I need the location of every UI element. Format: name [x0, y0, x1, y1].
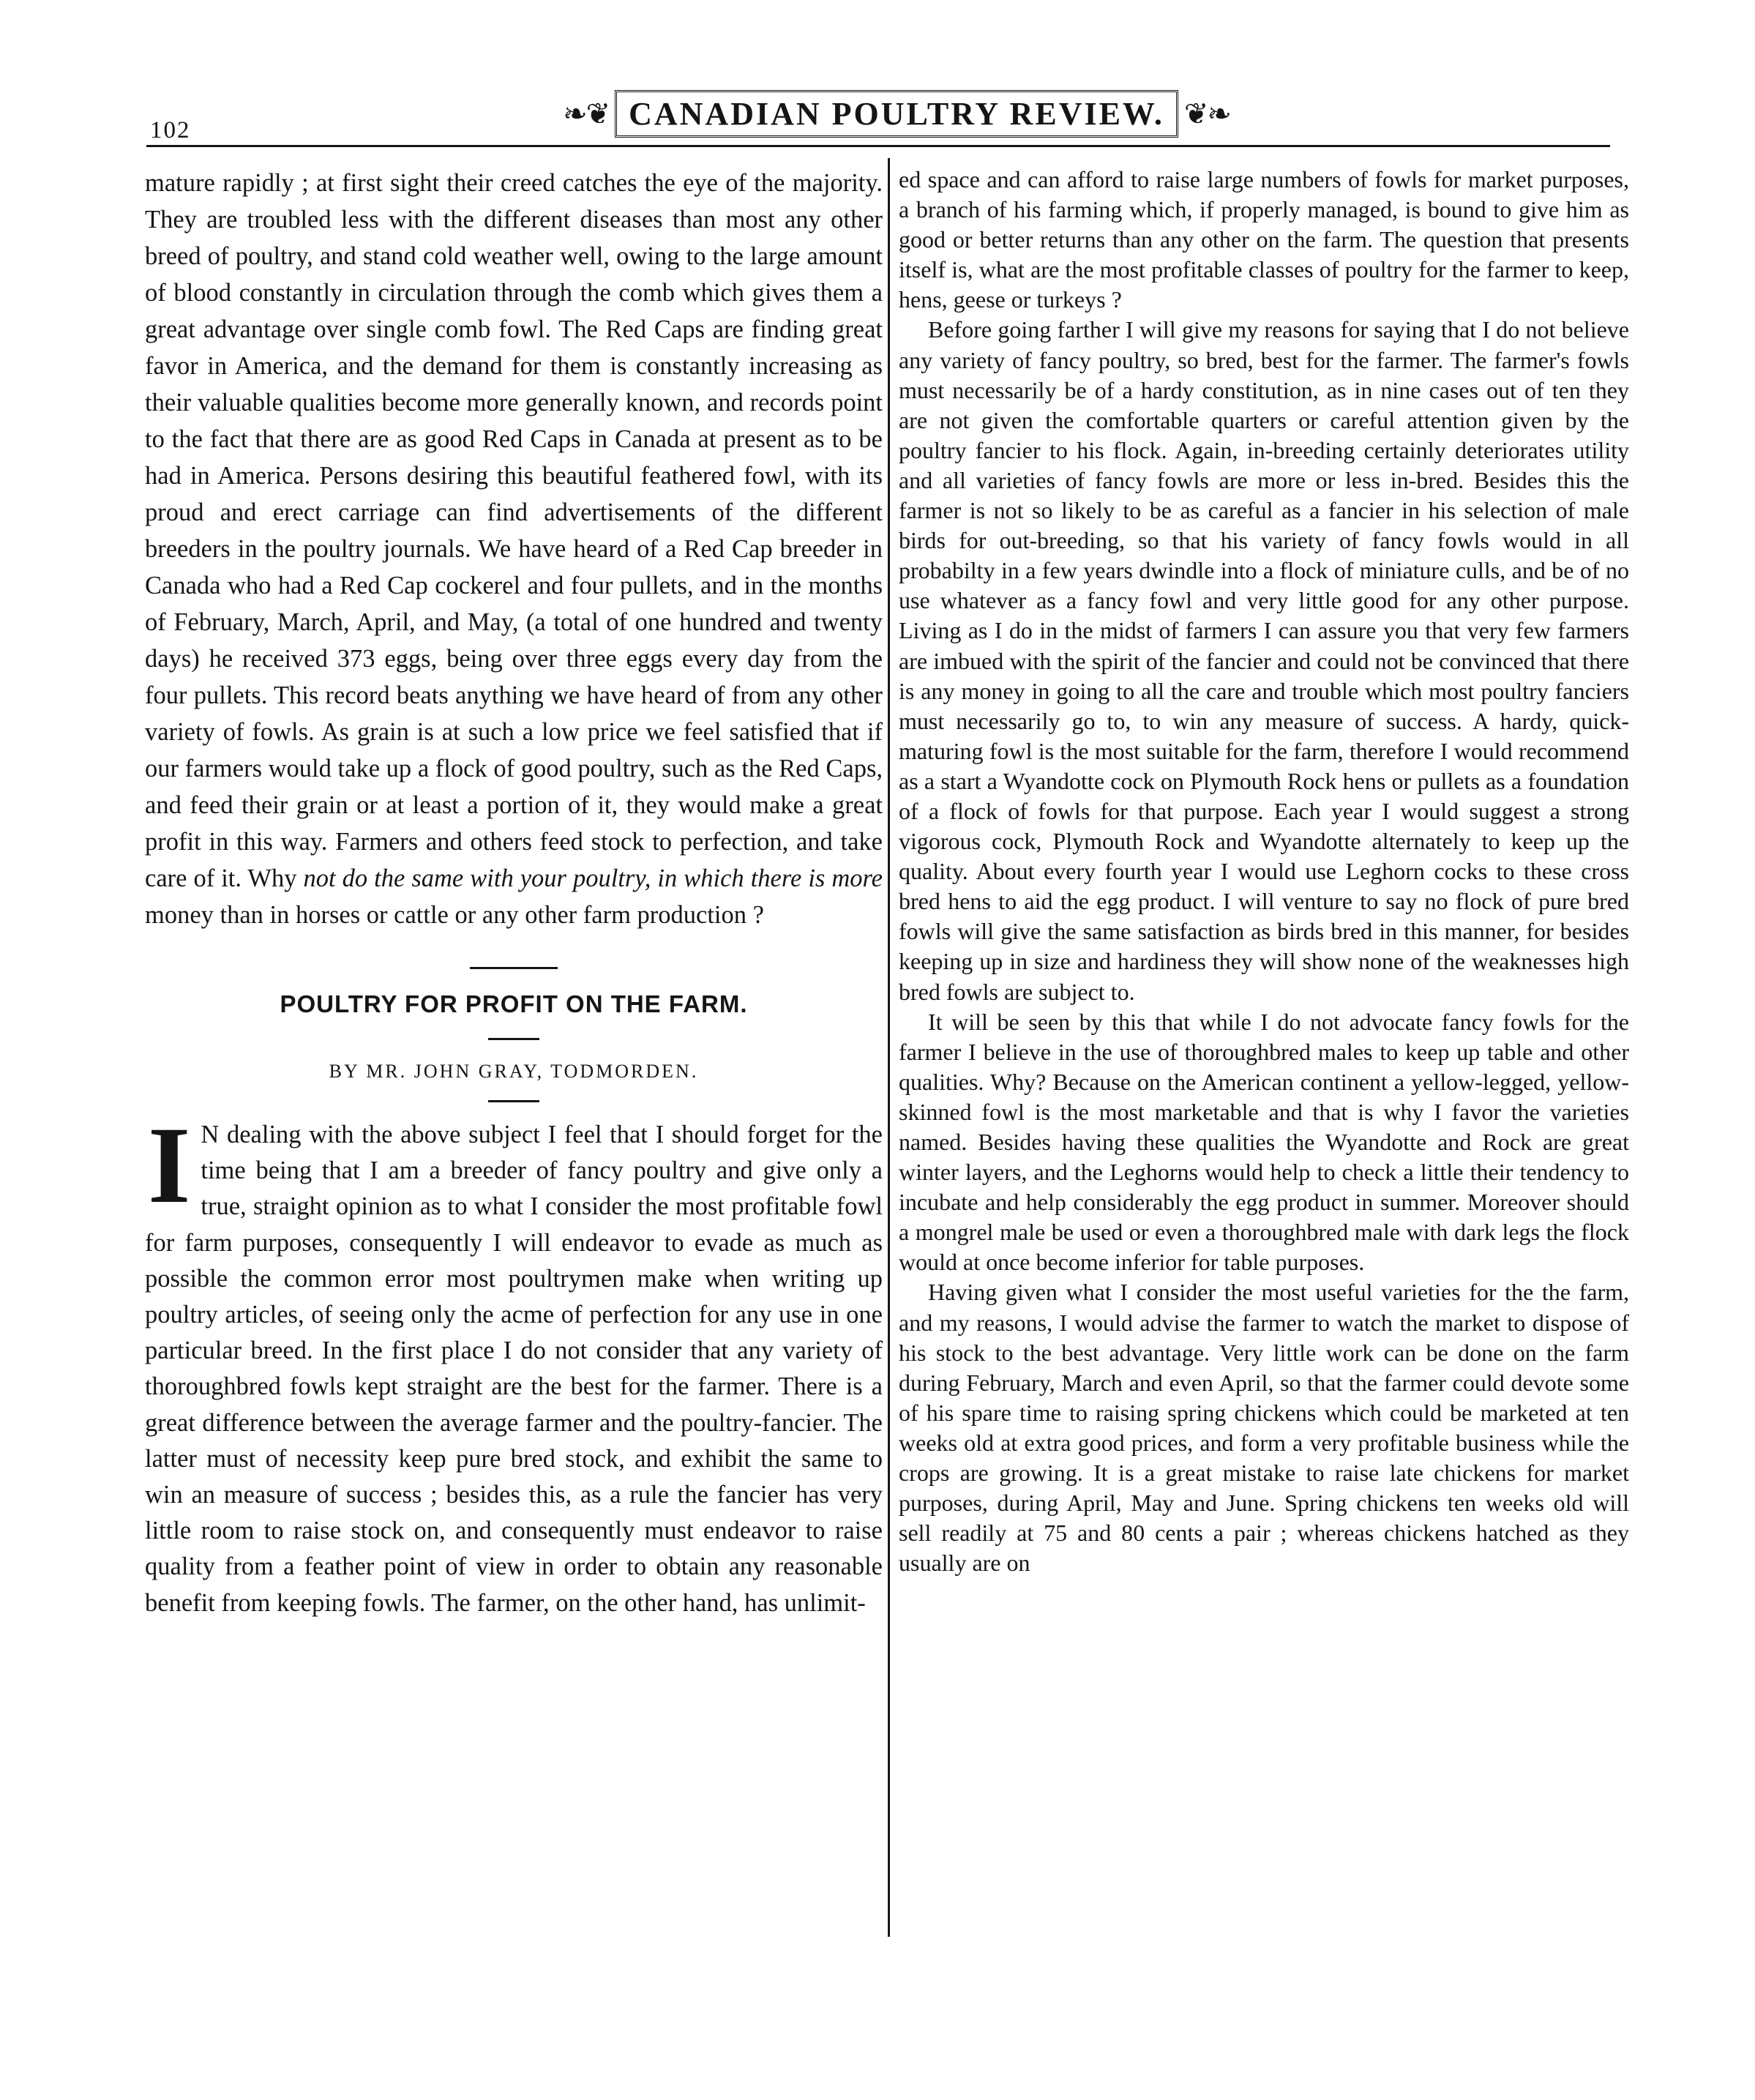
column-divider	[888, 158, 890, 1937]
intro-paragraph	[145, 165, 883, 933]
article-paragraph-1-text: N dealing with the above subject I feel that I should forget for the time being that I am a breeder of fancy poultry and give only a true, straight opinion as to what I consider the most profitable fowl for farm purposes, consequently I will endeavor to evade as much as possible the common error most poultrymen make when writing up poultry articles, of seeing only the acme of perfection for any use in one particular breed. In the first place I do not consider that any variety of thoroughbred fowls kept straight are the best for the farmer. There is a great difference between the average farmer and the poultry-fancier. The latter must of necessity keep pure bred stock, and exhibit the same to win an measure of success ; besides this, as a rule the fancier has very little room to raise stock on, and consequently must endeavor to raise quality from a feather point of view in order to obtain any reasonable benefit from keeping fowls. The farmer, on the other hand, has unlimit-	[145, 1121, 883, 1617]
article-paragraph-2: ed space and can afford to raise large numbers of fowls for market purposes, a branch of his farming which, if properly managed, is bound to give him as good or better returns than any other on the farm. The question that presents itself is, what are the most profitable classes of poultry for the farmer to keep, hens, geese or turkeys ?	[899, 166, 1629, 313]
masthead	[563, 79, 1230, 149]
intro-italic-text: not do the same with your poultry, in which there is more	[303, 864, 883, 892]
intro-text: mature rapidly ; at first sight their creed catches the eye of the majority. They are troubled less with the different diseases than most any other breed of poultry, and stand cold weather well, owing to the large amount of blood constantly in circulation through the comb which gives them a great advantage over single comb fowl. The Red Caps are finding great favor in America, and the demand for them is constantly increasing as their valuable qualities become more generally known, and records point to the fact that there are as good Red Caps in Canada at present as to be had in America. Persons desiring this beautiful feathered fowl, with its proud and erect carriage can find advertisements of the different breeders in the poultry journals. We have heard of a Red Cap breeder in Canada who had a Red Cap cockerel and four pullets, and in the months of February, March, April, and May, (a total of one hundred and twenty days) he received 373 eggs, being over three eggs every day from the four pullets. This record beats anything we have heard of from any other variety of fowls. As grain is at such a low price we feel satisfied that if our farmers would take up a flock of good poultry, such as the Red Caps, and feed their grain or at least a portion of it, they would make a great profit in this way. Farmers and others feed stock to perfection, and take care of it. Why	[145, 169, 883, 892]
drop-cap: I	[148, 1105, 191, 1226]
right-column	[899, 165, 1629, 1578]
article-title: POULTRY FOR PROFIT ON THE FARM.	[280, 990, 748, 1017]
page-number: 102	[150, 117, 191, 143]
header-rule	[146, 145, 1610, 147]
article-paragraph-3: Before going farther I will give my reasons for saying that I do not believe any variety of fancy poultry, so bred, best for the farmer. The farmer's fowls must necessarily be of a hardy constitution, as in nine cases out of ten they are not given the comfortable quarters or careful attention given by the poultry fancier to his flock. Again, in-breeding certainly deteriorates utility and all varieties of fancy fowls are more or less in-bred. Besides this the farmer is not so likely to be as careful as a fancier in his selection of male birds for out-breeding, so that his variety of fancy fowls would in all probabilty in a few years dwindle into a flock of miniature culls, and be of no use whatever as a fancy fowl and very little good for any other purpose. Living as I do in the midst of farmers I can assure you that very few farmers are imbued with the spirit of the fancier and could not be convinced that there is any money in going to all the care and trouble which most poultry fanciers must necessarily go to, to win any measure of success. A hardy, quick-maturing fowl is the most suitable for the farm, therefore I would recommend as a start a Wyandotte cock on Plymouth Rock hens or pullets as a foundation of a flock of fowls for that purpose. Each year I would suggest a strong vigorous cock, Plymouth Rock and Wyandotte alternately to keep up the quality. About every fourth year I would use Leghorn cocks to these cross bred hens to aid the egg product. I will venture to say no flock of pure bred fowls will give the same satisfaction as birds bred in this manner, for besides keeping up in size and hardiness they will show none of the weaknesses high bred fowls are subject to.	[899, 316, 1629, 1005]
masthead-title: CANADIAN POULTRY REVIEW.	[615, 90, 1178, 138]
byline-divider	[488, 1100, 539, 1102]
article-paragraph-4: It will be seen by this that while I do not advocate fancy fowls for the farmer I believe in the use of thoroughbred males to keep up table and other qualities. Why? Because on the American continent a yellow-legged, yellow-skinned fowl is the most marketable and that is why I favor the varieties named. Besides having these qualities the Wyandotte and Rock are great winter layers, and the Leghorns would help to check a little their tendency to incubate and help considerably the egg product in summer. Moreover should a mongrel male be used or even a thoroughbred male with dark legs the flock would at once become inferior for table purposes.	[899, 1008, 1629, 1276]
section-divider	[470, 967, 558, 969]
article-paragraph-5: Having given what I consider the most useful varieties for the the farm, and my reasons, I would advise the farmer to watch the market to dispose of his stock to the best advantage. Very little work can be done on the farm during February, March and even April, so that the farmer could devote some of his spare time to raising spring chickens which could be marketed at ten weeks old at extra good prices, and form a very profitable business while the crops are growing. It is a great mistake to raise late chickens for market purposes, during April, May and June. Spring chickens ten weeks old will sell readily at 75 and 80 cents a pair ; whereas chickens hatched as they usually are on	[899, 1279, 1629, 1577]
article-paragraph-1	[145, 1105, 883, 1621]
intro-end-text: money than in horses or cattle or any other farm production ?	[145, 901, 764, 929]
title-divider	[488, 1038, 539, 1040]
byline: BY MR. JOHN GRAY, TODMORDEN.	[329, 1061, 699, 1082]
left-ornament-icon: ❧❦	[563, 97, 610, 130]
right-ornament-icon: ❦❧	[1183, 97, 1230, 130]
left-column	[145, 165, 883, 1621]
